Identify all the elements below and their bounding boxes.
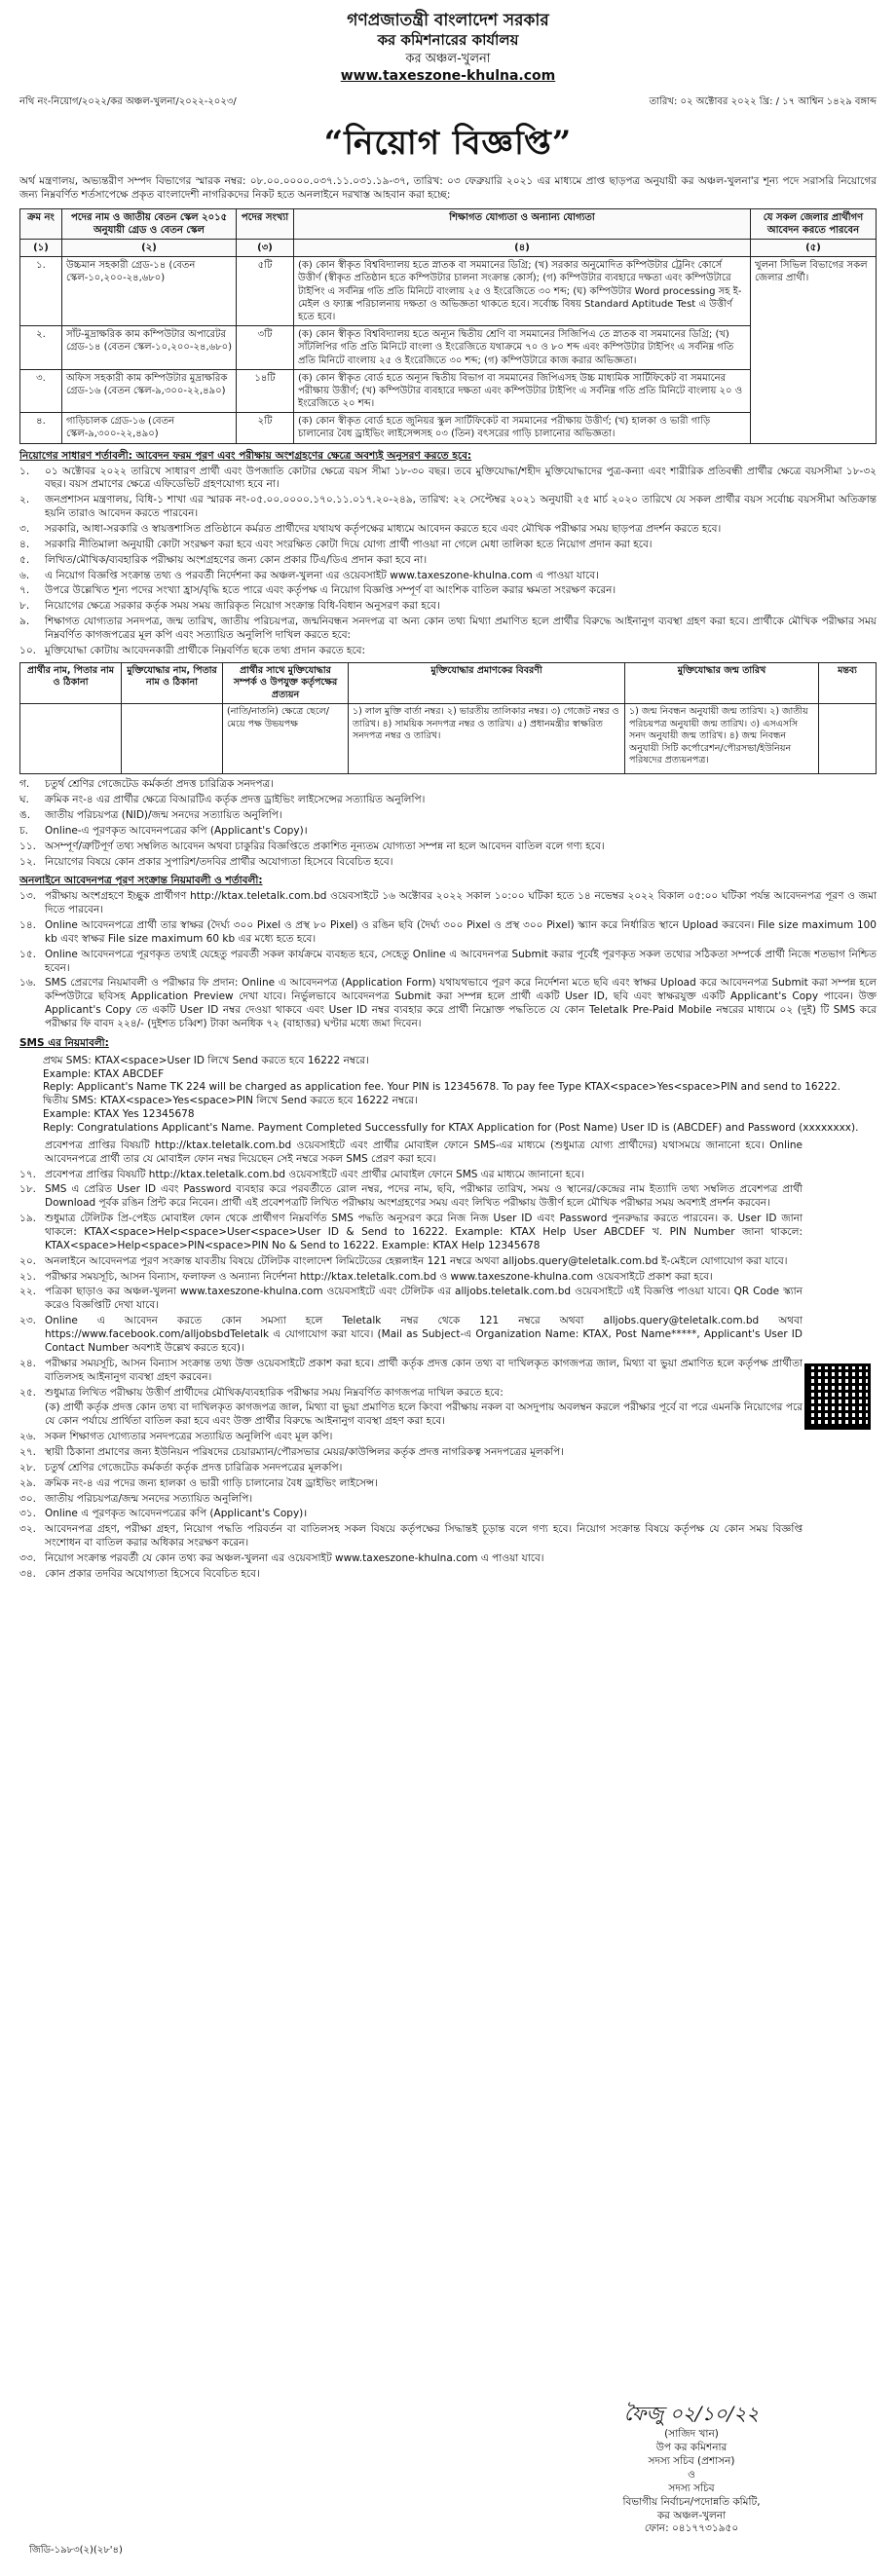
website-link[interactable]: www.taxeszone-khulna.com bbox=[340, 68, 556, 85]
list-number: ৩০. bbox=[19, 1492, 36, 1505]
list-item: শুধুমাত্র টেলিটক প্রি-পেইড মোবাইল ফোন থেকে প্রার্থীগণ নিম্নবর্ণিত SMS পদ্ধতি অনুসরণ করে নিজ নিজ User ID এবং Password পুনরুদ্ধার করতে পারবেন। ক. User ID জানা থাকলে: KTAX<space>Help<space>User<space>User ID & Send to 16222. Example: KTAX Help User ABCDEF খ. PIN Number জানা থাকলে: KTAX<space>Help<space>PIN<space>PIN No & Send to 16222. Example: KTAX Help 12345678 bbox=[45, 1213, 803, 1251]
colnum: (১) bbox=[20, 240, 62, 257]
list-number: গ. bbox=[19, 778, 30, 791]
list-item: Online এ পূরণকৃত আবেদনপত্রের কপি (Applicant's Copy)। bbox=[45, 1508, 308, 1520]
list-item: সরকারি, আধা-সরকারি ও স্বায়ত্তশাসিত প্রতিষ্ঠানে কর্মরত প্রার্থীদের যথাযথ কর্তৃপক্ষের মাধ্যমে আবেদন করতে হবে এবং মৌখিক পরীক্ষার সময় ছাড়পত্র প্রদর্শন করতে হবে। bbox=[45, 522, 722, 535]
conditions-heading: নিয়োগের সাধারণ শর্তাবলী: আবেদন ফরম পূরণ এবং পরীক্ষায় অংশগ্রহণের ক্ষেত্রে অবশ্যই অনুসরণ করতে হবে: bbox=[19, 449, 472, 462]
quota-header: মুক্তিযোদ্ধার জন্ম তারিখ bbox=[625, 662, 819, 704]
list-item: শিক্ষাগত যোগ্যতার সনদপত্র, জন্ম তারিখ, জাতীয় পরিচয়পত্র, জন্মনিবন্ধন সনদপত্র বা অন্য কোন তথ্য মিথ্যা প্রমাণিত হলে প্রার্থীর বিরুদ্ধে আইনানুগ ব্যবস্থা গ্রহণ করা হবে। প্রার্থীকে মৌখিক পরীক্ষার সময় নিম্নবর্ণিত কাগজপত্রের মূল কপি এবং সত্যায়িত অনুলিপি দাখিল করতে হবে: bbox=[45, 616, 877, 641]
list-number: ৮. bbox=[19, 600, 30, 613]
cell-post: গাড়িচালক গ্রেড-১৬ (বেতন স্কেল-৯,৩০০-২২,৪৯০) bbox=[62, 413, 237, 443]
list-item: প্রবেশপত্র প্রাপ্তির বিষয়টি http://ktax.teletalk.com.bd ওয়েবসাইটে এবং প্রার্থীর মোবাইল ফোনে SMS এর মাধ্যমে জানানো হবে। bbox=[45, 1168, 585, 1180]
signature-scribble: ফৈজু ০২/১০/২২ bbox=[623, 2402, 760, 2425]
list-number bbox=[19, 1401, 45, 1429]
quota-header: মুক্তিযোদ্ধার নাম, পিতার নাম ও ঠিকানা bbox=[122, 662, 223, 704]
table-row bbox=[20, 369, 877, 413]
documents-list bbox=[19, 778, 877, 869]
list-item: অসম্পূর্ণ/ত্রুটিপূর্ণ তথ্য সম্বলিত আবেদন অথবা চাকুরির বিজ্ঞপ্তিতে প্রকাশিত নূন্যতম যোগ্যতা সম্পন্ন না হলে আবেদন বাতিল বলে গণ্য হবে। bbox=[45, 840, 605, 852]
list-number: ২৯. bbox=[19, 1476, 36, 1489]
list-number bbox=[19, 1139, 45, 1167]
list-item: Online আবেদনপত্রে পূরণকৃত তথ্যই যেহেতু পরবর্তী সকল কার্যক্রমে ব্যবহৃত হবে, সেহেতু Online এ আবেদনপত্র Submit করার পূর্বেই পূরণকৃত সকল তথ্যের সঠিকতা সম্পর্কে প্রার্থী নিজে শতভাগ নিশ্চিত হবেন। bbox=[45, 948, 877, 974]
list-item: ক্রমিক নং-৪ এর প্রার্থীর ক্ষেত্রে বিআরটিএ কর্তৃক প্রদত্ত ড্রাইভিং লাইসেন্সের সত্যায়িত অনুলিপি। bbox=[45, 794, 426, 806]
list-number: ঙ. bbox=[19, 808, 31, 821]
list-item: প্রবেশপত্র প্রাপ্তির বিষয়টি http://ktax.teletalk.com.bd ওয়েবসাইটে এবং প্রার্থীর মোবাইল ফোনে SMS-এর মাধ্যমে (শুধুমাত্র যোগ্য প্রার্থীদের) যথাসময়ে জানানো হবে। Online আবেদনপত্রে প্রার্থী তার যে মোবাইল ফোন নম্বর দিয়েছেন সেই নম্বরে সকল SMS প্রেরণ করা হবে। bbox=[45, 1139, 803, 1165]
list-number: ২৩. bbox=[19, 1315, 36, 1327]
list-item: জাতীয় পরিচয়পত্র/জন্ম সনদের সত্যায়িত অনুলিপি। bbox=[45, 1492, 253, 1505]
list-number: ১৯. bbox=[19, 1213, 36, 1225]
quota-header: প্রার্থীর সাথে মুক্তিযোদ্ধার সম্পর্ক ও উপযুক্ত কর্তৃপক্ষের প্রত্যয়ন bbox=[223, 662, 349, 704]
sms-heading: SMS এর নিয়মাবলী: bbox=[19, 1036, 109, 1049]
signer-phone: ফোন: ০৪১৭৭৩১৯৫০ bbox=[644, 2522, 739, 2535]
list-number: ১৪. bbox=[19, 919, 36, 931]
quota-header: প্রার্থীর নাম, পিতার নাম ও ঠিকানা bbox=[20, 662, 122, 704]
list-item: চতুর্থ শ্রেণির গেজেটেড কর্মকর্তা কর্তৃক প্রদত্ত চারিত্রিক সনদপত্রের মূলকপি। bbox=[45, 1461, 343, 1474]
sms-line: Example: KTAX ABCDEF bbox=[43, 1067, 165, 1080]
quota-cell bbox=[20, 704, 122, 774]
list-item: উপরে উল্লেখিত শূন্য পদের সংখ্যা হ্রাস/বৃদ্ধি হতে পারে এবং কর্তৃপক্ষ এ নিয়োগ বিজ্ঞপ্তি সম্পূর্ণ বা আংশিক বাতিল করার ক্ষমতা সংরক্ষণ করেন। bbox=[45, 584, 616, 597]
cell-count: ২টি bbox=[237, 413, 294, 443]
list-item: পরীক্ষার সময়সূচি, আসন বিন্যাস, ফলাফল ও অন্যান্য নির্দেশনা http://ktax.teletalk.com.bd ও www.taxeszone-khulna.com ওয়েবসাইটে প্রকাশ করা হবে। bbox=[45, 1270, 713, 1283]
memo-number: নথি নং-নিয়োগ/২০২২/কর অঞ্চল-খুলনা/২০২২-২০২৩/ bbox=[19, 95, 237, 107]
notice-title: “নিয়োগ বিজ্ঞপ্তি” bbox=[323, 124, 573, 164]
list-number: ১. bbox=[19, 465, 30, 477]
list-item: পরীক্ষার সময়সূচি, আসন বিন্যাস সংক্রান্ত তথ্য উক্ত ওয়েবসাইটে প্রকাশ করা হবে। প্রার্থী কর্তৃক প্রদত্ত কোন তথ্য বা দাখিলকৃত কাগজপত্র জাল, মিথ্যা বা ভুয়া প্রমাণিত হলে কর্তৃপক্ষ প্রার্থীতা বাতিলসহ আইনানুগ ব্যবস্থা গ্রহণ করবেন। bbox=[45, 1357, 803, 1383]
list-item: ০১ অক্টোবর ২০২২ তারিখে সাধারণ প্রার্থী এবং উপজাতি কোটার ক্ষেত্রে বয়স সীমা ১৮-৩০ বছর। তবে মুক্তিযোদ্ধা/শহীদ মুক্তিযোদ্ধাদের পুত্র-কন্যা এবং শারীরিক প্রতিবন্ধী প্রার্থীর ক্ষেত্রে বয়সসীমা ১৮-৩২ বছর। বয়স প্রমাণের ক্ষেত্রে এফিডেভিট গ্রহণযোগ্য হবে না। bbox=[45, 465, 877, 491]
header-qualification: শিক্ষাগত যোগ্যতা ও অন্যান্য যোগ্যতা bbox=[294, 208, 751, 239]
table-row bbox=[20, 413, 877, 443]
list-number: ২৭. bbox=[19, 1445, 36, 1458]
list-item: কোন প্রকার তদবির অযোগ্যতা হিসেবে বিবেচিত হবে। bbox=[45, 1567, 260, 1580]
list-number: ৩১. bbox=[19, 1508, 36, 1520]
list-item: নিয়োগের বিষয়ে কোন প্রকার সুপারিশ/তদবির প্রার্থীর অযোগ্যতা হিসেবে বিবেচিত হবে। bbox=[45, 855, 393, 868]
list-item: SMS প্রেরণের নিয়মাবলী ও পরীক্ষার ফি প্রদান: Online এ আবেদনপত্র (Application Form) যথাযথভাবে পূরণ করে নির্দেশনা মতে ছবি এবং স্বাক্ষর Upload করে আবেদনপত্র Submit করা সম্পন্ন হলে কম্পিউটারে ছবিসহ Application Preview দেখা যাবে। নির্ভুলভাবে আবেদনপত্র Submit করা সম্পন্ন হলে প্রার্থী একটি User ID, ছবি এবং স্বাক্ষরযুক্ত একটি Applicant's Copy পাবেন। উক্ত Applicant's Copy তে একটি User ID নম্বর দেওয়া থাকবে এবং User ID নম্বর ব্যবহার করে প্রার্থী নিম্নোক্ত পদ্ধতিতে যে কোন Teletalk Pre-Paid Mobile নম্বরের মাধ্যমে ০২ (দুই) টি SMS করে পরীক্ষার ফি বাবদ ২২৪/- (দুইশত চব্বিশ) টাকা অনধিক ৭২ (বাহাত্তর) ঘণ্টার মধ্যে জমা দিবেন। bbox=[45, 977, 877, 1030]
list-number: ২১. bbox=[19, 1270, 36, 1283]
list-number: ২০. bbox=[19, 1254, 36, 1267]
cell-serial: ৪. bbox=[20, 413, 62, 443]
list-number: ২৪. bbox=[19, 1357, 36, 1369]
cell-serial: ২. bbox=[20, 326, 62, 370]
list-number: ১৬. bbox=[19, 977, 36, 989]
cell-qualification: (ক) কোন স্বীকৃত বোর্ড হতে অন্যূন দ্বিতীয় বিভাগ বা সমমানের জিপিএসহ উচ্চ মাধ্যমিক সার্টিফিকেট বা সমমানের পরীক্ষায় উত্তীর্ণ; (খ) কম্পিউটার ব্যবহারে দক্ষতা এবং কম্পিউটার টাইপিং এ সর্বনিম্ন গতি প্রতি মিনিটে বাংলায় ২০ ও ইংরেজিতে ২০ শব্দ। bbox=[294, 369, 751, 413]
list-number: ৩৩. bbox=[19, 1551, 36, 1564]
header-districts: যে সকল জেলার প্রার্থীগণ আবেদন করতে পারবেন bbox=[751, 208, 877, 239]
cell-post: সাঁট-মুদ্রাক্ষরিক কাম কম্পিউটার অপারেটর গ্রেড-১৪ (বেতন স্কেল-১০,২০০-২৪,৬৮০) bbox=[62, 326, 237, 370]
cell-qualification: (ক) কোন স্বীকৃত বোর্ড হতে জুনিয়র স্কুল সার্টিফিকেট বা সমমানের পরীক্ষায় উত্তীর্ণ; (খ) হালকা ও ভারী গাড়ি চালানোর বৈধ ড্রাইভিং লাইসেন্সসহ ০৩ (তিন) বৎসরের গাড়ি চালানোর অভিজ্ঞতা। bbox=[294, 413, 751, 443]
cell-count: ১৪টি bbox=[237, 369, 294, 413]
cell-post: উচ্চমান সহকারী গ্রেড-১৪ (বেতন স্কেল-১০,২০০-২৪,৬৮০) bbox=[62, 257, 237, 326]
notice-date: তারিখ: ০২ অক্টোবর ২০২২ খ্রি: / ১৭ আশ্বিন ১৪২৯ বঙ্গাব্দ bbox=[649, 95, 877, 107]
footer-code: জিডি-১৯৮৩(২)(২৮'৪) bbox=[29, 2544, 123, 2556]
list-number: ঘ. bbox=[19, 794, 29, 806]
header-serial: ক্রম নং bbox=[20, 208, 62, 239]
list-number: ৪. bbox=[19, 538, 30, 550]
list-number: চ. bbox=[19, 824, 29, 837]
quota-cell bbox=[122, 704, 223, 774]
cell-serial: ১. bbox=[20, 257, 62, 326]
colnum: (৪) bbox=[294, 240, 751, 257]
quota-cell: ১) লাল মুক্তি বার্তা নম্বর। ২) ভারতীয় তালিকার নম্বর। ৩) গেজেট নম্বর ও তারিখ। ৪) সাময়িক সনদপত্র নম্বর ও তারিখ। ৫) প্রধানমন্ত্রীর স্বাক্ষরিত সনদপত্র নম্বর ও তারিখ। bbox=[349, 704, 625, 774]
after-sms-list bbox=[19, 1139, 877, 1584]
list-item: নিয়োগের ক্ষেত্রে সরকার কর্তৃক সময় সময় জারিকৃত নিয়োগ সংক্রান্ত বিধি-বিধান অনুসরণ করা হবে। bbox=[45, 600, 440, 613]
cell-serial: ৩. bbox=[20, 369, 62, 413]
list-number: ১৮. bbox=[19, 1183, 36, 1196]
list-item: (ক) প্রার্থী কর্তৃক প্রদত্ত কোন তথ্য বা দাখিলকৃত কাগজপত্র জাল, মিথ্যা বা ভুয়া প্রমাণিত হলে কিংবা পরীক্ষায় নকল বা অসদুপায় অবলম্বন করলে পরীক্ষার পূর্বে বা পরে এমনকি নিয়োগের পরে যে কোন পর্যায়ে প্রার্থিতা বাতিল করা হবে এবং উক্ত প্রার্থীর বিরুদ্ধে আইনানুগ ব্যবস্থা গ্রহণ করা হবে। bbox=[45, 1401, 803, 1428]
list-number: ৩২. bbox=[19, 1523, 36, 1536]
list-item: স্থায়ী ঠিকানা প্রমাণের জন্য ইউনিয়ন পরিষদের চেয়ারম্যান/পৌরসভার মেয়র/কাউন্সিলর কর্তৃক প্রদত্ত নাগরিকত্ব সনদপত্রের মূলকপি। bbox=[45, 1445, 564, 1458]
sms-line: Reply: Congratulations Applicant's Name. Payment Completed Successfully for KTAX Application for (Post Name) User ID is (ABCDEF) and Password (xxxxxxxx). bbox=[43, 1122, 859, 1135]
list-item: মুক্তিযোদ্ধা কোটায় আবেদনকারী প্রার্থীকে নিম্নবর্ণিত ছকে তথ্য প্রদান করতে হবে: bbox=[45, 644, 366, 656]
posts-table-header-row bbox=[20, 208, 877, 239]
posts-table-colnum-row bbox=[20, 240, 877, 257]
reference-row bbox=[19, 95, 877, 108]
colnum: (২) bbox=[62, 240, 237, 257]
list-number: ২২. bbox=[19, 1286, 36, 1298]
quota-header: মন্তব্য bbox=[819, 662, 877, 704]
list-number: ১৭. bbox=[19, 1168, 36, 1180]
list-item: এ নিয়োগ বিজ্ঞপ্তি সংক্রান্ত তথ্য ও পরবর্তী নির্দেশনা কর অঞ্চল-খুলনা এর ওয়েবসাইট www.taxeszone-khulna.com এ পাওয়া যাবে। bbox=[45, 569, 599, 581]
cell-districts: খুলনা সিভিল বিভাগের সকল জেলার প্রার্থী। bbox=[751, 257, 877, 443]
list-item: সরকারি নীতিমালা অনুযায়ী কোটা সংরক্ষণ করা হবে এবং সংরক্ষিত কোটা দিয়ে যোগ্য প্রার্থী পাওয়া না গেলে মেধা তালিকা হতে নিয়োগ প্রদান করা হবে। bbox=[45, 538, 653, 550]
colnum: (৫) bbox=[751, 240, 877, 257]
list-number: ৬. bbox=[19, 569, 30, 581]
freedom-fighter-quota-table bbox=[19, 662, 877, 775]
list-item: নিয়োগ সংক্রান্ত পরবর্তী যে কোন তথ্য কর অঞ্চল-খুলনা এর ওয়েবসাইট www.taxeszone-khulna.com এ পাওয়া যাবে। bbox=[45, 1551, 544, 1564]
notice-header bbox=[19, 10, 877, 86]
online-heading: অনলাইনে আবেদনপত্র পূরণ সংক্রান্ত নিয়মাবলী ও শর্তাবলী: bbox=[19, 875, 263, 887]
table-row bbox=[20, 257, 877, 326]
signer-and: ও bbox=[688, 2468, 695, 2481]
list-item: SMS এ প্রেরিত User ID এবং Password ব্যবহার করে পরবর্তীতে রোল নম্বর, পদের নাম, ছবি, পরীক্ষার তারিখ, সময় ও স্থানের/কেন্দ্রের নাম ইত্যাদি তথ্য সম্বলিত প্রবেশপত্র প্রার্থী Download পূর্বক রঙিন প্রিন্ট করে নিবেন। প্রার্থী এই প্রবেশপত্রটি লিখিত পরীক্ষায় অংশগ্রহণের সময় এবং লিখিত পরীক্ষায় উত্তীর্ণ হলে মৌখিক পরীক্ষার সময় অবশ্যই প্রদর্শন করবেন। bbox=[45, 1183, 803, 1210]
list-number: ৯. bbox=[19, 616, 30, 628]
list-item: Online-এ পূরণকৃত আবেদনপত্রের কপি (Applicant's Copy)। bbox=[45, 824, 308, 837]
table-row bbox=[20, 326, 877, 370]
quota-header-row bbox=[20, 662, 877, 704]
header-post: পদের নাম ও জাতীয় বেতন স্কেল ২০১৫ অনুযায়ী গ্রেড ও বেতন স্কেল bbox=[62, 208, 237, 239]
list-number: ১১. bbox=[19, 840, 36, 852]
conditions-list bbox=[19, 466, 877, 658]
cell-qualification: (ক) কোন স্বীকৃত বিশ্ববিদ্যালয় হতে স্নাতক বা সমমানের ডিগ্রি; (খ) সরকার অনুমোদিত কম্পিউটার ট্রেনিং কোর্সে উত্তীর্ণ (স্বীকৃত প্রতিষ্ঠান হতে কম্পিউটার চালনা সংক্রান্ত কোর্স); (গ) কম্পিউটার ব্যবহারে দক্ষতা এবং কম্পিউটারে টাইপিং এ সর্বনিম্ন গতি প্রতি মিনিটে বাংলায় ২৫ ও ইংরেজিতে ৩০ শব্দ; (ঘ) কম্পিউটার Word processing সহ ই-মেইল ও ফ্যাক্স পরিচালনায় দক্ষতা ও অভিজ্ঞতা থাকতে হবে। সর্বোচ্চ বিষয় Standard Aptitude Test এ উত্তীর্ণ হতে হবে। bbox=[294, 257, 751, 326]
list-item: অনলাইনে আবেদনপত্র পূরণ সংক্রান্ত যাবতীয় বিষয়ে টেলিটক বাংলাদেশ লিমিটেডের হেল্পলাইন 121 নম্বরে অথবা alljobs.query@teletalk.com.bd ই-মেইলে যোগাযোগ করা যাবে। bbox=[45, 1254, 788, 1267]
office-name: কর কমিশনারের কার্যালয় bbox=[377, 31, 519, 50]
list-number: ২৮. bbox=[19, 1461, 36, 1474]
list-number: ২৬. bbox=[19, 1431, 36, 1443]
list-number: ১০. bbox=[19, 644, 36, 656]
sms-line: প্রথম SMS: KTAX<space>User ID লিখে Send করতে হবে 16222 নম্বরে। bbox=[43, 1054, 369, 1066]
posts-table bbox=[19, 208, 877, 444]
list-item: সকল শিক্ষাগত যোগ্যতার সনদপত্রের সত্যায়িত অনুলিপি এবং মূল কপি। bbox=[45, 1431, 333, 1443]
sms-line: Example: KTAX Yes 12345678 bbox=[43, 1108, 195, 1121]
cell-post: অফিস সহকারী কাম কম্পিউটার মুদ্রাক্ষরিক গ্রেড-১৬ (বেতন স্কেল-৯,৩০০-২২,৪৯০) bbox=[62, 369, 237, 413]
list-item: ক্রমিক নং-৪ এর পদের জন্য হালকা ও ভারী গাড়ি চালানোর বৈধ ড্রাইভিং লাইসেন্স। bbox=[45, 1476, 379, 1489]
committee-line-1: সদস্য সচিব bbox=[668, 2482, 715, 2494]
list-item: পরীক্ষায় অংশগ্রহণে ইচ্ছুক প্রার্থীগণ http://ktax.teletalk.com.bd ওয়েবসাইটে ১৬ অক্টোবর ২০২২ সকাল ১০:০০ ঘটিকা হতে ১৪ নভেম্বর ২০২২ বিকাল ০৫:০০ ঘটিকা পর্যন্ত আবেদনপত্র পূরণ ও জমা দিতে পারবেন। bbox=[45, 890, 877, 916]
notice-page bbox=[19, 0, 877, 2564]
list-item: পত্রিকা ছাড়াও কর অঞ্চল-খুলনা www.taxeszone-khulna.com ওয়েবসাইটে এবং টেলিটক এর alljobs.teletalk.com.bd ওয়েবসাইটে এই বিজ্ঞপ্তি পাওয়া যাবে। QR Code স্ক্যান করেও বিজ্ঞপ্তিটি দেখা যাবে। bbox=[45, 1286, 803, 1312]
list-item: শুধুমাত্র লিখিত পরীক্ষায় উত্তীর্ণ প্রার্থীদের মৌখিক/ব্যবহারিক পরীক্ষার সময় নিম্নবর্ণিত কাগজপত্র দাখিল করতে হবে: bbox=[45, 1386, 504, 1399]
list-number: ১২. bbox=[19, 855, 36, 868]
sms-line: দ্বিতীয় SMS: KTAX<space>Yes<space>PIN লিখে Send করতে হবে 16222 নম্বরে। bbox=[43, 1095, 418, 1107]
zone-name: কর অঞ্চল-খুলনা bbox=[405, 52, 491, 67]
quota-header: মুক্তিযোদ্ধার প্রমাণকের বিবরণী bbox=[349, 662, 625, 704]
list-item: চতুর্থ শ্রেণির গেজেটেড কর্মকর্তা প্রদত্ত চারিত্রিক সনদপত্র। bbox=[45, 778, 274, 791]
list-item: জনপ্রশাসন মন্ত্রণালয়, বিধি-১ শাখা এর স্মারক নং-০৫.০০.০০০০.১৭০.১১.০১৭.২০-২৪৯, তারিখ: ২২ সেপ্টেম্বর ২০২১ অনুযায়ী ২৫ মার্চ ২০২০ তারিখে যে সকল প্রার্থীর বয়স সর্বোচ্চ বয়সসীমা অতিক্রান্ত হয়নি তারাও আবেদন করতে পারবেন। bbox=[45, 494, 877, 520]
cell-count: ৩টি bbox=[237, 326, 294, 370]
list-number: ২. bbox=[19, 494, 30, 506]
sms-line: Reply: Applicant's Name TK 224 will be charged as application fee. Your PIN is 12345678. To pay fee Type KTAX<space>Yes<space>PIN and send to 16222. bbox=[43, 1081, 840, 1094]
table-row bbox=[20, 704, 877, 774]
committee-line-2: বিভাগীয় নির্বাচন/পদোন্নতি কমিটি, bbox=[622, 2495, 761, 2508]
list-item: জাতীয় পরিচয়পত্র (NID)/জন্ম সনদের সত্যায়িত অনুলিপি। bbox=[45, 808, 282, 821]
colnum: (৩) bbox=[237, 240, 294, 257]
list-number: ৩. bbox=[19, 522, 30, 535]
signer-designation: উপ কর কমিশনার bbox=[655, 2442, 728, 2454]
signer-office: কর অঞ্চল-খুলনা bbox=[656, 2509, 727, 2521]
government-name: গণপ্রজাতন্ত্রী বাংলাদেশ সরকার bbox=[347, 11, 549, 30]
signer-role: সদস্য সচিব (প্রশাসন) bbox=[648, 2455, 735, 2468]
list-item: আবেদনপত্র গ্রহণ, পরীক্ষা গ্রহণ, নিয়োগ পদ্ধতি পরিবর্তন বা বাতিলসহ সকল বিষয়ে কর্তৃপক্ষের সিদ্ধান্তই চূড়ান্ত বলে গণ্য হবে। নিয়োগ সংক্রান্ত বিষয়ে কর্তৃপক্ষ যে কোন সময় বিজ্ঞপ্তি সংশোধন বা বাতিল করার অধিকার সংরক্ষণ করেন। bbox=[45, 1523, 803, 1549]
list-number: ১৩. bbox=[19, 890, 36, 903]
cell-count: ৫টি bbox=[237, 257, 294, 326]
list-number: ৫. bbox=[19, 553, 30, 566]
quota-cell bbox=[819, 704, 877, 774]
signer-name: (সাজিদ খান) bbox=[664, 2428, 719, 2441]
list-number: ৩৪. bbox=[19, 1567, 36, 1580]
sms-instructions bbox=[43, 1055, 877, 1136]
list-item: Online আবেদনপত্রে প্রার্থী তার স্বাক্ষর (দৈর্ঘ্য ৩০০ Pixel ও প্রস্থ ৮০ Pixel) ও রঙিন ছবি (দৈর্ঘ্য ৩০০ Pixel ও প্রস্থ ৩০০ Pixel) স্ক্যান করে নির্ধারিত স্থানে Upload করবেন। File size maximum 100 kb এবং স্বাক্ষর File size maximum 60 kb এর মধ্যে হতে হবে। bbox=[45, 919, 877, 945]
online-list bbox=[19, 890, 877, 1031]
cell-qualification: (ক) কোন স্বীকৃত বিশ্ববিদ্যালয় হতে অন্যূন দ্বিতীয় শ্রেণি বা সমমানের সিজিপিএ তে স্নাতক বা সমমানের ডিগ্রি; (খ) সাঁটলিপির গতি প্রতি মিনিটে বাংলা ও ইংরেজিতে যথাক্রমে ৭০ ও ৮০ শব্দ এবং কম্পিউটার টাইপিং এ সর্বনিম্ন গতি প্রতি মিনিটে বাংলায় ২৫ ও ইংরেজিতে ৩০ শব্দ; (গ) কম্পিউটারে কাজ করার অভিজ্ঞতা। bbox=[294, 326, 751, 370]
list-item: লিখিত/মৌখিক/ব্যবহারিক পরীক্ষায় অংশগ্রহণের জন্য কোন প্রকার টিএ/ডিএ প্রদান করা হবে না। bbox=[45, 553, 428, 566]
intro-paragraph: অর্থ মন্ত্রণালয়, অভ্যন্তরীণ সম্পদ বিভাগের স্মারক নম্বর: ০৮.০০.০০০০.০৩৭.১১.০৩১.১৯-৩৭, তারিখ: ০৩ ফেব্রুয়ারি ২০২১ এর মাধ্যমে প্রাপ্ত ছাড়পত্র অনুযায়ী কর অঞ্চল-খুলনা'র শূন্য পদে সরাসরি নিয়োগের জন্য নিম্নবর্ণিত শর্তসাপেক্ষে প্রকৃত বাংলাদেশী নাগরিকদের নিকট হতে অনলাইনে দরখাস্ত আহবান করা হচ্ছে: bbox=[19, 174, 877, 201]
list-item: Online এ আবেদন করতে কোন সমস্যা হলে Teletalk নম্বর থেকে 121 নম্বরে অথবা alljobs.query@teletalk.com.bd অথবা https://www.facebook.com/alljobsbdTeletalk এ যোগাযোগ করা যাবে। (Mail as Subject-এ Organization Name: KTAX, Post Name*****, Applicant's User ID Contact Number অবশ্যই উল্লেখ করতে হবে)। bbox=[45, 1315, 803, 1354]
qr-code-icon[interactable] bbox=[804, 1363, 871, 1430]
list-number: ৭. bbox=[19, 584, 30, 597]
quota-cell: (নাতি/নাতনি) ক্ষেত্রে ছেলে/মেয়ে পক্ষ উভয়পক্ষ bbox=[223, 704, 349, 774]
signature-block bbox=[575, 2401, 808, 2536]
header-count: পদের সংখ্যা bbox=[237, 208, 294, 239]
list-number: ২৫. bbox=[19, 1386, 36, 1399]
quota-cell: ১) জন্ম নিবন্ধন অনুযায়ী জন্ম তারিখ। ২) জাতীয় পরিচয়পত্র অনুযায়ী জন্ম তারিখ। ৩) এসএসসি সনদ অনুযায়ী জন্ম তারিখ। ৪) জন্ম নিবন্ধন অনুযায়ী সিটি কর্পোরেশন/পৌরসভা/ইউনিয়ন পরিষদের প্রত্যয়নপত্র। bbox=[625, 704, 819, 774]
list-number: ১৫. bbox=[19, 948, 36, 960]
